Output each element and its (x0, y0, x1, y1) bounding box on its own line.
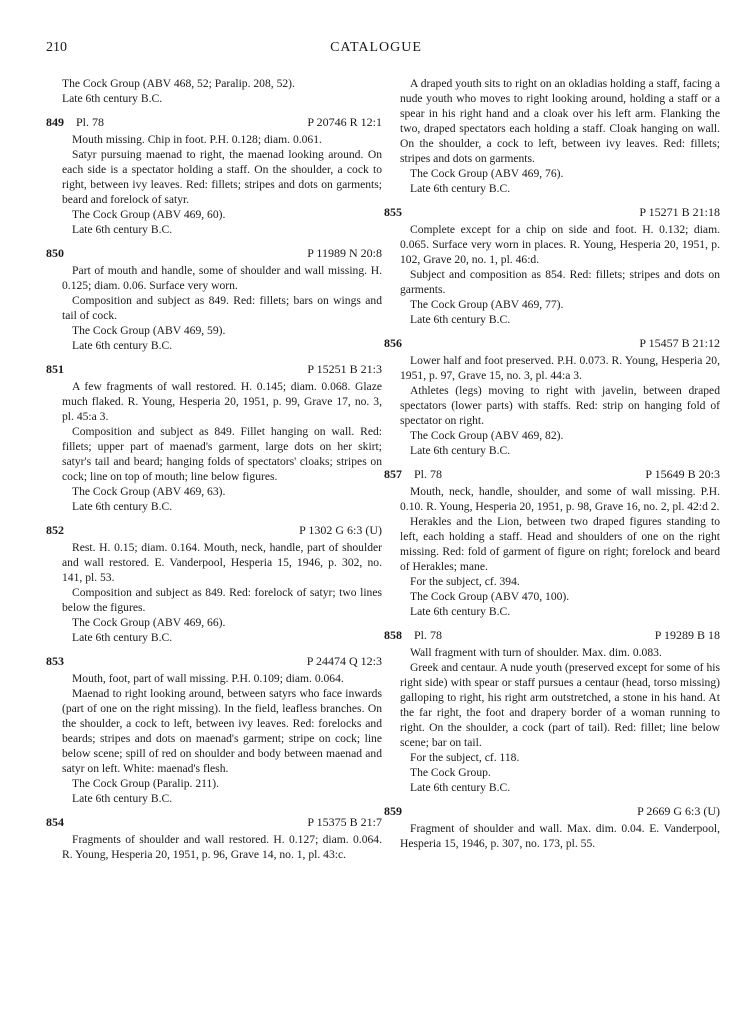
carryover-block (62, 76, 382, 106)
inventory-reference: P 20746 R 12:1 (307, 115, 382, 129)
entry-condition: Part of mouth and handle, some of shoulder and wall missing. H. 0.125; diam. 0.06. Surface very worn. (62, 264, 382, 292)
entry-condition: Mouth, foot, part of wall missing. P.H. 0.109; diam. 0.064. (72, 672, 344, 685)
entry-date: Late 6th century B.C. (72, 339, 173, 352)
inventory-reference: P 24474 Q 12:3 (306, 654, 382, 668)
entry-number: 856 (384, 336, 402, 350)
entry-description: Composition and subject as 849. Fillet hanging on wall. Red: fillets; upper part of maenad's garment, large dots on her skirt; satyr's tail and beard; hanging folds of spectators' cloaks; stripes on cock; line on top of mouth; line below figures. (62, 425, 382, 483)
entry-description: Subject and composition as 854. Red: fillets; stripes and dots on garments. (400, 268, 720, 296)
entry-heading (46, 115, 382, 132)
catalogue-entry-853 (46, 654, 382, 806)
entry-heading (46, 815, 382, 832)
entry-condition: Fragments of shoulder and wall restored. H. 0.127; diam. 0.064. R. Young, Hesperia 20, 1951, p. 96, Grave 14, no. 1, pl. 43:c. (62, 833, 382, 861)
inventory-reference: P 15251 B 21:3 (307, 362, 382, 376)
entry-condition: Mouth, neck, handle, shoulder, and some of wall missing. P.H. 0.10. R. Young, Hesperia 20, 1951, p. 98, Grave 16, no. 2, pl. 42:d 2. (400, 485, 720, 513)
entry-date: Late 6th century B.C. (410, 781, 511, 794)
entry-heading (384, 628, 720, 645)
page-number: 210 (46, 40, 67, 55)
left-column (46, 76, 382, 862)
entry-attribution: The Cock Group (Paralip. 211). (72, 777, 220, 790)
entry-date: Late 6th century B.C. (410, 182, 511, 195)
entry-attribution: The Cock Group (ABV 470, 100). (410, 590, 570, 603)
entry-heading (46, 523, 382, 540)
entry-description: Composition and subject as 849. Red: forelock of satyr; two lines below the figures. (62, 586, 382, 614)
catalogue-entry-859 (384, 804, 720, 851)
entry-description: Athletes (legs) moving to right with javelin, between draped spectators (lower parts) with staffs. Red: strip on hanging fold of spectator on right. (400, 384, 720, 427)
entry-condition: Rest. H. 0.15; diam. 0.164. Mouth, neck, handle, part of shoulder and wall restored. E. Vanderpool, Hesperia 15, 1946, p. 302, no. 141, pl. 53. (62, 541, 382, 584)
catalogue-entry-855 (384, 205, 720, 327)
entry-attribution: The Cock Group (ABV 469, 76). (410, 167, 564, 180)
entry-description: Satyr pursuing maenad to right, the maenad looking around. On each side is a spectator holding a staff. On the shoulder, a cock to right, between ivy leaves. Red: fillets; stripes and dots on garments; beard and forelock of satyr. (62, 148, 382, 206)
running-title: CATALOGUE (330, 40, 422, 55)
entry-date: Late 6th century B.C. (62, 92, 163, 105)
entry-number: 853 (46, 654, 64, 668)
inventory-reference: P 1302 G 6:3 (U) (299, 523, 382, 537)
entry-attribution: The Cock Group. (410, 766, 491, 779)
inventory-reference: P 19289 B 18 (654, 628, 720, 642)
catalogue-entry-858 (384, 628, 720, 795)
entry-date: Late 6th century B.C. (410, 605, 511, 618)
entry-number: 850 (46, 246, 64, 260)
entry-note: For the subject, cf. 394. (410, 575, 520, 588)
inventory-reference: P 11989 N 20:8 (307, 246, 382, 260)
entry-description: Maenad to right looking around, between satyrs who face inwards (part of one on the right missing). In the field, leafless branches. On the shoulder, a cock to left, between ivy leaves. Red: forelocks and beards; stripes and dots on maenad's garment; stripe on cock; line below scene; spill of red on shoulder and body between maenad and satyr on left. White: maenad's flesh. (62, 687, 382, 775)
entry-heading (384, 467, 720, 484)
entry-heading (46, 654, 382, 671)
entry-heading (46, 246, 382, 263)
inventory-reference: P 15375 B 21:7 (307, 815, 382, 829)
entry-condition: Mouth missing. Chip in foot. P.H. 0.128; diam. 0.061. (72, 133, 322, 146)
plate-reference: Pl. 78 (414, 467, 443, 481)
entry-condition: Wall fragment with turn of shoulder. Max. dim. 0.083. (410, 646, 662, 659)
entry-attribution: The Cock Group (ABV 469, 66). (72, 616, 226, 629)
entry-condition: A few fragments of wall restored. H. 0.145; diam. 0.068. Glaze much flaked. R. Young, Hesperia 20, 1951, p. 99, Grave 17, no. 3, pl. 45:a 3. (62, 380, 382, 423)
inventory-reference: P 2669 G 6:3 (U) (637, 804, 720, 818)
entry-date: Late 6th century B.C. (410, 313, 511, 326)
entry-number: 851 (46, 362, 64, 376)
entry-attribution: The Cock Group (ABV 469, 59). (72, 324, 226, 337)
entry-attribution: The Cock Group (ABV 469, 63). (72, 485, 226, 498)
entry-heading (384, 205, 720, 222)
entry-number: 854 (46, 815, 64, 829)
inventory-reference: P 15649 B 20:3 (645, 467, 720, 481)
catalogue-entry-856 (384, 336, 720, 458)
entry-attribution: The Cock Group (ABV 469, 77). (410, 298, 564, 311)
entry-condition: Complete except for a chip on side and foot. H. 0.132; diam. 0.065. Surface very worn in places. R. Young, Hesperia 20, 1951, p. 102, Grave 20, no. 1, pl. 46:d. (400, 223, 720, 266)
catalogue-entry-850 (46, 246, 382, 353)
entry-number: 849 (46, 115, 64, 129)
catalogue-entry-849 (46, 115, 382, 237)
entry-description: Composition and subject as 849. Red: fillets; bars on wings and tail of cock. (62, 294, 382, 322)
right-column (384, 76, 720, 851)
entry-number: 855 (384, 205, 402, 219)
catalogue-entry-852 (46, 523, 382, 645)
entry-note: For the subject, cf. 118. (410, 751, 520, 764)
entry-condition: Fragment of shoulder and wall. Max. dim. 0.04. E. Vanderpool, Hesperia 15, 1946, p. 307, no. 173, pl. 55. (400, 822, 720, 850)
plate-reference: Pl. 78 (76, 115, 105, 129)
entry-date: Late 6th century B.C. (72, 792, 173, 805)
catalogue-entry-854 (46, 815, 382, 862)
entry-heading (46, 362, 382, 379)
page-header (46, 40, 706, 60)
entry-heading (384, 336, 720, 353)
plate-reference: Pl. 78 (414, 628, 443, 642)
entry-date: Late 6th century B.C. (72, 500, 173, 513)
catalogue-entry-857 (384, 467, 720, 619)
entry-date: Late 6th century B.C. (72, 631, 173, 644)
entry-description: Herakles and the Lion, between two draped figures standing to left, each holding a staff. Head and shoulders of one on the right missing. Red: fold of garment of figure on right; forelock and beard of Herakles; mane. (400, 515, 720, 573)
entry-number: 859 (384, 804, 402, 818)
entry-date: Late 6th century B.C. (410, 444, 511, 457)
entry-number: 857 (384, 467, 402, 481)
entry-heading (384, 804, 720, 821)
entry-attribution: The Cock Group (ABV 468, 52; Paralip. 208, 52). (62, 77, 295, 90)
entry-attribution: The Cock Group (ABV 469, 60). (72, 208, 226, 221)
entry-date: Late 6th century B.C. (72, 223, 173, 236)
inventory-reference: P 15457 B 21:12 (639, 336, 720, 350)
inventory-reference: P 15271 B 21:18 (639, 205, 720, 219)
carryover-block (400, 76, 720, 196)
entry-description: Greek and centaur. A nude youth (preserved except for some of his right side) with spear or staff pursues a centaur (head, torso missing) galloping to right, his right arm outstretched, a stone in his hand. At the far right, the foot and drapery border of a woman running to right. On the shoulder, a cock (part of tail). Red: fillet; line below scene; bar on tail. (400, 661, 720, 749)
entry-number: 852 (46, 523, 64, 537)
entry-number: 858 (384, 628, 402, 642)
entry-attribution: The Cock Group (ABV 469, 82). (410, 429, 564, 442)
entry-description: A draped youth sits to right on an okladias holding a staff, facing a nude youth who moves to right looking around, holding a staff or a spear in his right hand and a cloak over his left arm. Flanking the two, draped spectators each holding a staff. Cloak hanging on wall. On the shoulder, a cock to left, between ivy leaves. Red: fillets; stripes and dots on garments. (400, 77, 720, 165)
entry-condition: Lower half and foot preserved. P.H. 0.073. R. Young, Hesperia 20, 1951, p. 97, Grave 15, no. 3, pl. 44:a 3. (400, 354, 720, 382)
catalogue-entry-851 (46, 362, 382, 514)
